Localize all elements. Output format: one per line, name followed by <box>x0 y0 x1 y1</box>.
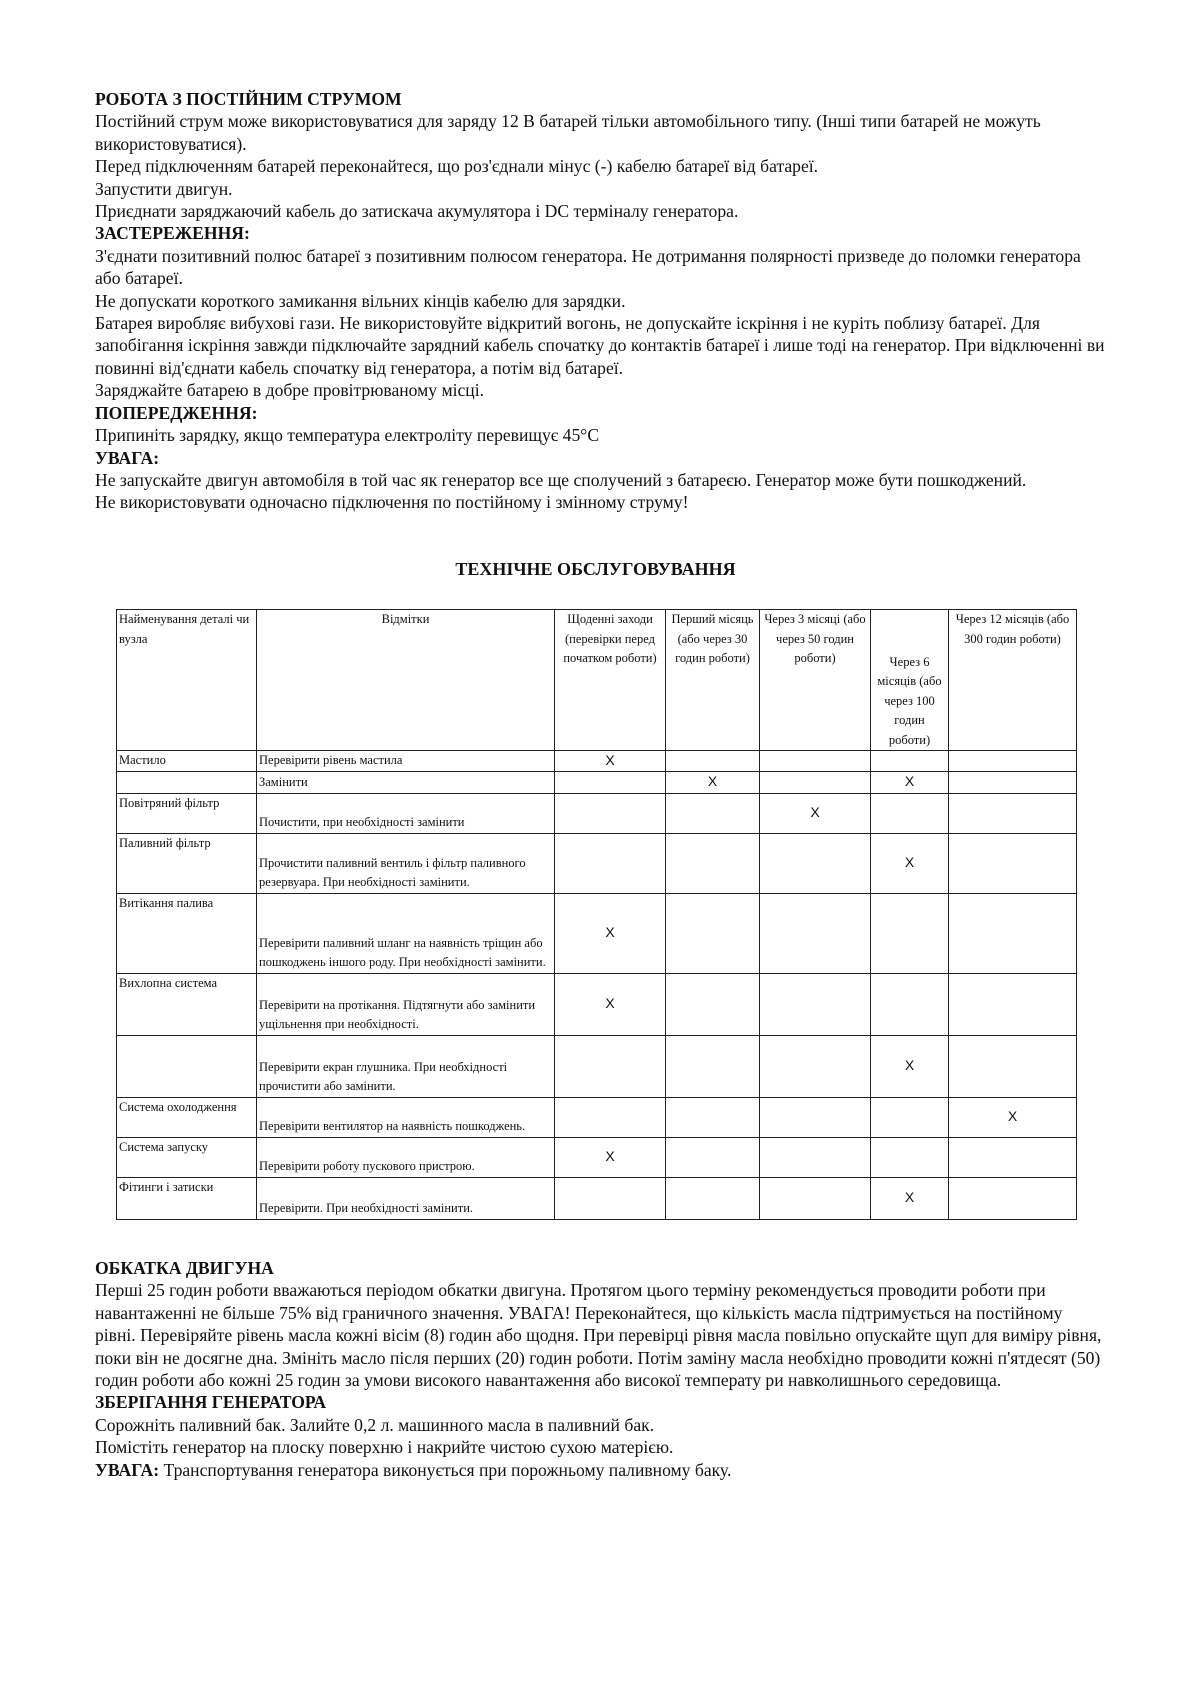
cell-daily <box>555 771 666 793</box>
caution-line: З'єднати позитивний полюс батареї з позитивним полюсом генератора. Не дотримання полярності призведе до поломки генератора або батареї. <box>95 245 1081 289</box>
cell-note: Прочистити паливний вентиль і фільтр паливного резервуара. При необхідності замінити. <box>257 833 555 893</box>
cell-six-months: X <box>871 833 949 893</box>
cell-first-month <box>666 893 760 973</box>
cell-part: Система запуску <box>117 1137 257 1177</box>
cell-first-month: X <box>666 771 760 793</box>
cell-part <box>117 1035 257 1097</box>
storage-note <box>95 1459 1105 1481</box>
header-daily: Щоденні заходи (перевірки перед початком роботи) <box>555 610 666 751</box>
cell-daily <box>555 793 666 833</box>
header-three-months: Через 3 місяці (або через 50 годин роботи) <box>760 610 871 751</box>
cell-note: Перевірити роботу пускового пристрою. <box>257 1137 555 1177</box>
cell-first-month <box>666 1137 760 1177</box>
table-row <box>117 893 1077 973</box>
cell-note: Перевірити. При необхідності замінити. <box>257 1177 555 1219</box>
cell-twelve-months <box>949 1177 1077 1219</box>
cell-first-month <box>666 1097 760 1137</box>
storage-line: Помістіть генератор на плоску поверхню і накрийте чистою сухою матерією. <box>95 1437 674 1458</box>
cell-three-months <box>760 1097 871 1137</box>
cell-three-months <box>760 833 871 893</box>
header-notes: Відмітки <box>257 610 555 751</box>
cell-note: Почистити, при необхідності замінити <box>257 793 555 833</box>
cell-six-months <box>871 1097 949 1137</box>
storage-note-text: Транспортування генератора виконується при порожньому паливному баку. <box>159 1459 732 1480</box>
table-header-row <box>117 610 1077 751</box>
table-row <box>117 1177 1077 1219</box>
cell-three-months <box>760 1137 871 1177</box>
cell-six-months: X <box>871 771 949 793</box>
attention-heading: УВАГА: <box>95 447 160 468</box>
cell-three-months: X <box>760 793 871 833</box>
caution-heading: ЗАСТЕРЕЖЕННЯ: <box>95 223 250 244</box>
cell-twelve-months <box>949 771 1077 793</box>
cell-twelve-months <box>949 793 1077 833</box>
cell-six-months: X <box>871 1177 949 1219</box>
cell-twelve-months <box>949 973 1077 1035</box>
warning-line: Припиніть зарядку, якщо температура електроліту перевищує 45°С <box>95 425 600 446</box>
storage-heading: ЗБЕРІГАННЯ ГЕНЕРАТОРА <box>95 1392 327 1413</box>
break-in-section <box>95 1257 1105 1481</box>
storage-line: Сорожніть паливний бак. Залийте 0,2 л. машинного масла в паливний бак. <box>95 1414 655 1435</box>
cell-first-month <box>666 751 760 772</box>
cell-twelve-months <box>949 751 1077 772</box>
cell-twelve-months <box>949 1035 1077 1097</box>
cell-twelve-months <box>949 833 1077 893</box>
table-row <box>117 1035 1077 1097</box>
cell-daily: X <box>555 893 666 973</box>
header-first-month: Перший місяць (або через 30 годин роботи) <box>666 610 760 751</box>
cell-daily <box>555 833 666 893</box>
cell-part: Вихлопна система <box>117 973 257 1035</box>
cell-part: Витікання палива <box>117 893 257 973</box>
cell-six-months: X <box>871 1035 949 1097</box>
caution-line: Батарея виробляє вибухові гази. Не використовуйте відкритий вогонь, не допускайте іскріння і не куріть поблизу батареї. Для запобігання іскріння завжди підключайте зарядний кабель спочатку до контактів батареї і лише тоді на генератор. При відключенні ви повинні від'єднати кабель спочатку від генератора, а потім від батареї. <box>95 313 1105 378</box>
dc-line: Приєднати заряджаючий кабель до затискача акумулятора і DC терміналу генератора. <box>95 201 739 222</box>
cell-three-months <box>760 751 871 772</box>
cell-three-months <box>760 1177 871 1219</box>
maintenance-title: ТЕХНІЧНЕ ОБСЛУГОВУВАННЯ <box>455 559 736 579</box>
warning-heading: ПОПЕРЕДЖЕННЯ: <box>95 402 258 423</box>
dc-line: Постійний струм може використовуватися для заряду 12 В батарей тільки автомобільного типу. (Інші типи батарей не можуть використовуватися). <box>95 111 1041 154</box>
cell-first-month <box>666 793 760 833</box>
cell-first-month <box>666 1035 760 1097</box>
attention-line: Не запускайте двигун автомобіля в той час як генератор все ще сполучений з батареєю. Генератор може бути пошкоджений. <box>95 469 1027 490</box>
caution-line: Не допускати короткого замикання вільних кінців кабелю для зарядки. <box>95 290 626 311</box>
cell-twelve-months <box>949 893 1077 973</box>
dc-heading: РОБОТА З ПОСТІЙНИМ СТРУМОМ <box>95 89 402 109</box>
cell-twelve-months: X <box>949 1097 1077 1137</box>
cell-three-months <box>760 1035 871 1097</box>
cell-note: Замінити <box>257 771 555 793</box>
cell-six-months <box>871 793 949 833</box>
dc-line: Запустити двигун. <box>95 178 233 199</box>
header-six-months: Через 6 місяців (або через 100 годин роботи) <box>871 610 949 751</box>
cell-note: Перевірити екран глушника. При необхідності прочистити або замінити. <box>257 1035 555 1097</box>
table-row <box>117 1097 1077 1137</box>
cell-three-months <box>760 893 871 973</box>
cell-three-months <box>760 973 871 1035</box>
cell-note: Перевірити паливний шланг на наявність тріщин або пошкоджень іншого роду. При необхідності замінити. <box>257 893 555 973</box>
break-in-text: Перші 25 годин роботи вважаються періодом обкатки двигуна. Протягом цього терміну рекомендується проводити роботи при навантаженні не більше 75% від граничного значення. УВАГА! Переконайтеся, що кількість масла підтримується на постійному рівні. Перевіряйте рівень масла кожні вісім (8) годин або щодня. При перевірці рівня масла повільно опускайте щуп для виміру рівня, поки він не досягне дна. Змініть масло після перших (20) годин роботи. Потім заміну масла необхідно проводити кожні п'ятдесят (50) годин роботи або кожні 25 годин за умови високого навантаження або високої температу ри навколишнього середовища. <box>95 1280 1102 1391</box>
cell-first-month <box>666 1177 760 1219</box>
cell-twelve-months <box>949 1137 1077 1177</box>
cell-six-months <box>871 751 949 772</box>
storage-note-label: УВАГА: <box>95 1459 160 1480</box>
cell-first-month <box>666 973 760 1035</box>
cell-note: Перевірити рівень мастила <box>257 751 555 772</box>
table-row <box>117 833 1077 893</box>
table-row <box>117 771 1077 793</box>
cell-six-months <box>871 1137 949 1177</box>
table-row <box>117 751 1077 772</box>
cell-daily <box>555 1035 666 1097</box>
cell-daily <box>555 1177 666 1219</box>
caution-line: Заряджайте батарею в добре провітрюваному місці. <box>95 380 484 401</box>
table-body <box>117 751 1077 1220</box>
cell-part: Повітряний фільтр <box>117 793 257 833</box>
cell-six-months <box>871 973 949 1035</box>
header-twelve-months: Через 12 місяців (або 300 годин роботи) <box>949 610 1077 751</box>
cell-note: Перевірити вентилятор на наявність пошкоджень. <box>257 1097 555 1137</box>
cell-part: Паливний фільтр <box>117 833 257 893</box>
break-in-heading: ОБКАТКА ДВИГУНА <box>95 1258 274 1278</box>
cell-part <box>117 771 257 793</box>
table-row <box>117 793 1077 833</box>
cell-part: Система охолодження <box>117 1097 257 1137</box>
attention-line: Не використовувати одночасно підключення по постійному і змінному струму! <box>95 492 689 513</box>
maintenance-table <box>116 609 1077 1220</box>
cell-daily <box>555 1097 666 1137</box>
cell-note: Перевірити на протікання. Підтягнути або замінити ущільнення при необхідності. <box>257 973 555 1035</box>
header-part: Найменування деталі чи вузла <box>117 610 257 751</box>
dc-line: Перед підключенням батарей переконайтеся, що роз'єднали мінус (-) кабелю батареї від батареї. <box>95 156 819 177</box>
cell-part: Фітинги і затиски <box>117 1177 257 1219</box>
cell-daily: X <box>555 1137 666 1177</box>
cell-first-month <box>666 833 760 893</box>
cell-three-months <box>760 771 871 793</box>
table-row <box>117 973 1077 1035</box>
cell-daily: X <box>555 973 666 1035</box>
cell-part: Мастило <box>117 751 257 772</box>
table-row <box>117 1137 1077 1177</box>
dc-section <box>95 88 1105 514</box>
cell-six-months <box>871 893 949 973</box>
cell-daily: X <box>555 751 666 772</box>
